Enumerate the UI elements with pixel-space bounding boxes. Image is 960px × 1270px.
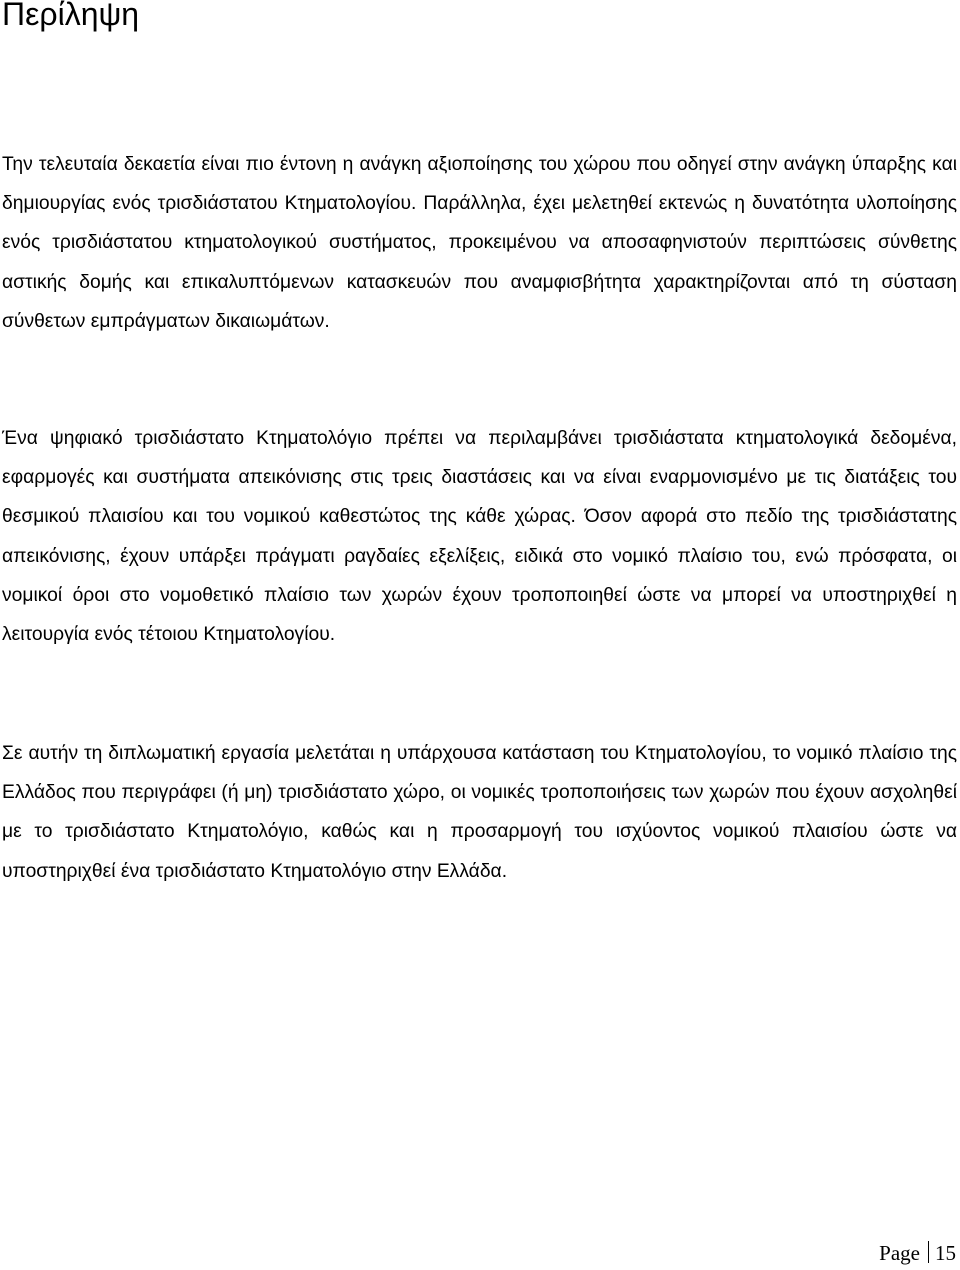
body-paragraph-1: Την τελευταία δεκαετία είναι πιο έντονη η ανάγκη αξιοποίησης του χώρου που οδηγεί στην ανάγκη ύπαρξης και δημιουργίας ενός τρισδιάστατου Κτηματολογίου. Παράλληλα, έχει μελετηθεί εκτενώς η δυνατότητα υλοποίησης ενός τρισδιάστατου κτηματολογικού συστήματος, προκειμένου να αποσαφηνιστούν περιπτώσεις σύνθετης αστικής δομής και επικαλυπτόμενων κατασκευών που αναμφισβήτητα χαρακτηρίζονται από τη σύσταση σύνθετων εμπράγματων δικαιωμάτων. — [2, 154, 957, 332]
body-paragraph-3: Σε αυτήν τη διπλωματική εργασία μελετάται η υπάρχουσα κατάσταση του Κτηματολογίου, το νομικό πλαίσιο της Ελλάδος που περιγράφει (ή μη) τρισδιάστατο χώρο, οι νομικές τροποποιήσεις των χωρών που έχουν ασχοληθεί με το τρισδιάστατο Κτηματολόγιο, καθώς και η προσαρμογή του ισχύοντος νομικού πλαισίου ώστε να υποστηριχθεί ένα τρισδιάστατο Κτηματολόγιο στην Ελλάδα. — [2, 743, 957, 882]
page-label: Page — [879, 1241, 920, 1265]
page-footer — [879, 1240, 956, 1266]
footer-separator — [928, 1241, 929, 1263]
body-paragraph-2: Ένα ψηφιακό τρισδιάστατο Κτηματολόγιο πρέπει να περιλαμβάνει τρισδιάστατα κτηματολογικά δεδομένα, εφαρμογές και συστήματα απεικόνισης στις τρεις διαστάσεις και να είναι εναρμονισμένο με τις διατάξεις του θεσμικού πλαισίου και του νομικού καθεστώτος της κάθε χώρας. Όσον αφορά στο πεδίο της τρισδιάστατης απεικόνισης, έχουν υπάρξει πράγματι ραγδαίες εξελίξεις, ειδικά στο νομικό πλαίσιο του, ενώ πρόσφατα, οι νομικοί όροι στο νομοθετικό πλαίσιο των χωρών έχουν τροποποιηθεί ώστε να μπορεί να υποστηριχθεί η λειτουργία ενός τέτοιου Κτηματολογίου. — [2, 428, 957, 646]
page-number: 15 — [935, 1241, 956, 1265]
page-title: Περίληψη — [2, 0, 140, 32]
